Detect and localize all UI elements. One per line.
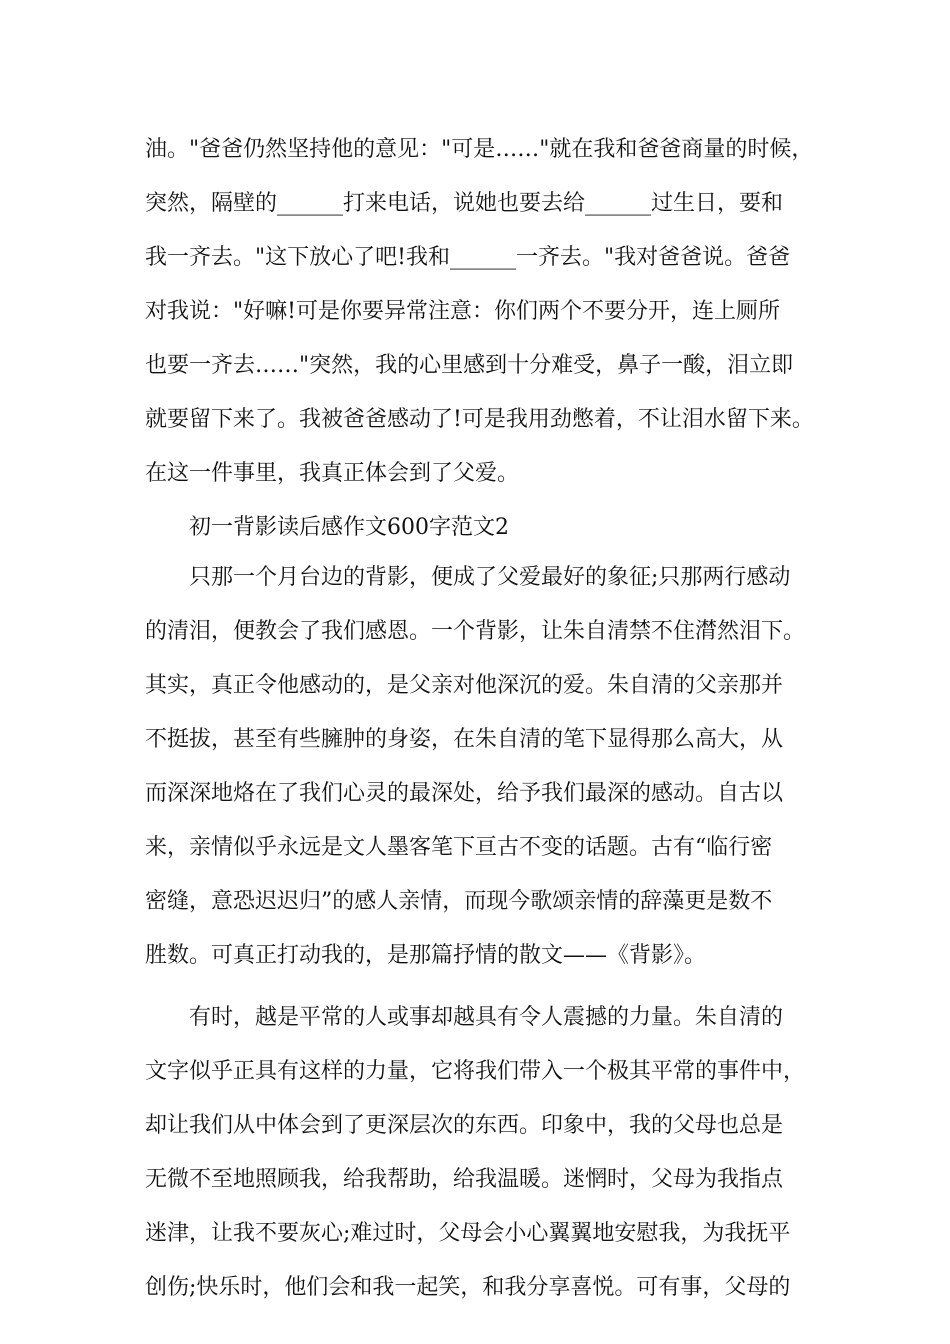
section-heading: 初一背影读后感作文600字范文2 (189, 515, 509, 540)
text-line: 无微不至地照顾我，给我帮助，给我温暖。迷惘时，父母为我指点 (145, 1167, 784, 1192)
text-line: 却让我们从中体会到了更深层次的东西。印象中，我的父母也总是 (145, 1113, 784, 1138)
text-line: 的清泪，便教会了我们感恩。一个背影，让朱自清禁不住潸然泪下。 (145, 619, 806, 644)
text-line: 胜数。可真正打动我的，是那篇抒情的散文——《背影》。 (145, 943, 707, 968)
text-line: 突然，隔壁的______打来电话，说她也要去给______过生日，要和 (145, 191, 784, 216)
text-line: 对我说："好嘛!可是你要异常注意：你们两个不要分开，连上厕所 (145, 299, 780, 324)
text-line: 不挺拔，甚至有些臃肿的身姿，在朱自清的笔下显得那么高大，从 (145, 727, 784, 752)
text-line: 来，亲情似乎永远是文人墨客笔下亘古不变的话题。古有“临行密 (145, 835, 773, 860)
text-line: 只那一个月台边的背影，便成了父爱最好的象征;只那两行感动 (189, 565, 791, 590)
text-line: 迷津，让我不要灰心;难过时，父母会小心翼翼地安慰我，为我抚平 (145, 1221, 791, 1246)
essay-text (145, 128, 825, 1320)
text-line: 而深深地烙在了我们心灵的最深处，给予我们最深的感动。自古以 (145, 781, 784, 806)
text-line: 文字似乎正具有这样的力量，它将我们带入一个极其平常的事件中， (145, 1059, 806, 1084)
text-line: 创伤;快乐时，他们会和我一起笑，和我分享喜悦。可有事，父母的 (145, 1275, 791, 1300)
text-line: 在这一件事里，我真正体会到了父爱。 (145, 461, 520, 486)
text-line: 我一齐去。"这下放心了吧!我和______一齐去。"我对爸爸说。爸爸 (145, 245, 791, 270)
text-line: 有时，越是平常的人或事却越具有令人震撼的力量。朱自清的 (189, 1005, 784, 1030)
text-line: 其实，真正令他感动的，是父亲对他深沉的爱。朱自清的父亲那并 (145, 673, 784, 698)
text-line: 密缝，意恐迟迟归”的感人亲情，而现今歌颂亲情的辞藻更是数不 (145, 889, 773, 914)
text-line: 油。"爸爸仍然坚持他的意见："可是……"就在我和爸爸商量的时候， (145, 137, 814, 162)
text-line: 也要一齐去……"突然，我的心里感到十分难受，鼻子一酸，泪立即 (145, 353, 794, 378)
text-line: 就要留下来了。我被爸爸感动了!可是我用劲憋着，不让泪水留下来。 (145, 407, 814, 432)
